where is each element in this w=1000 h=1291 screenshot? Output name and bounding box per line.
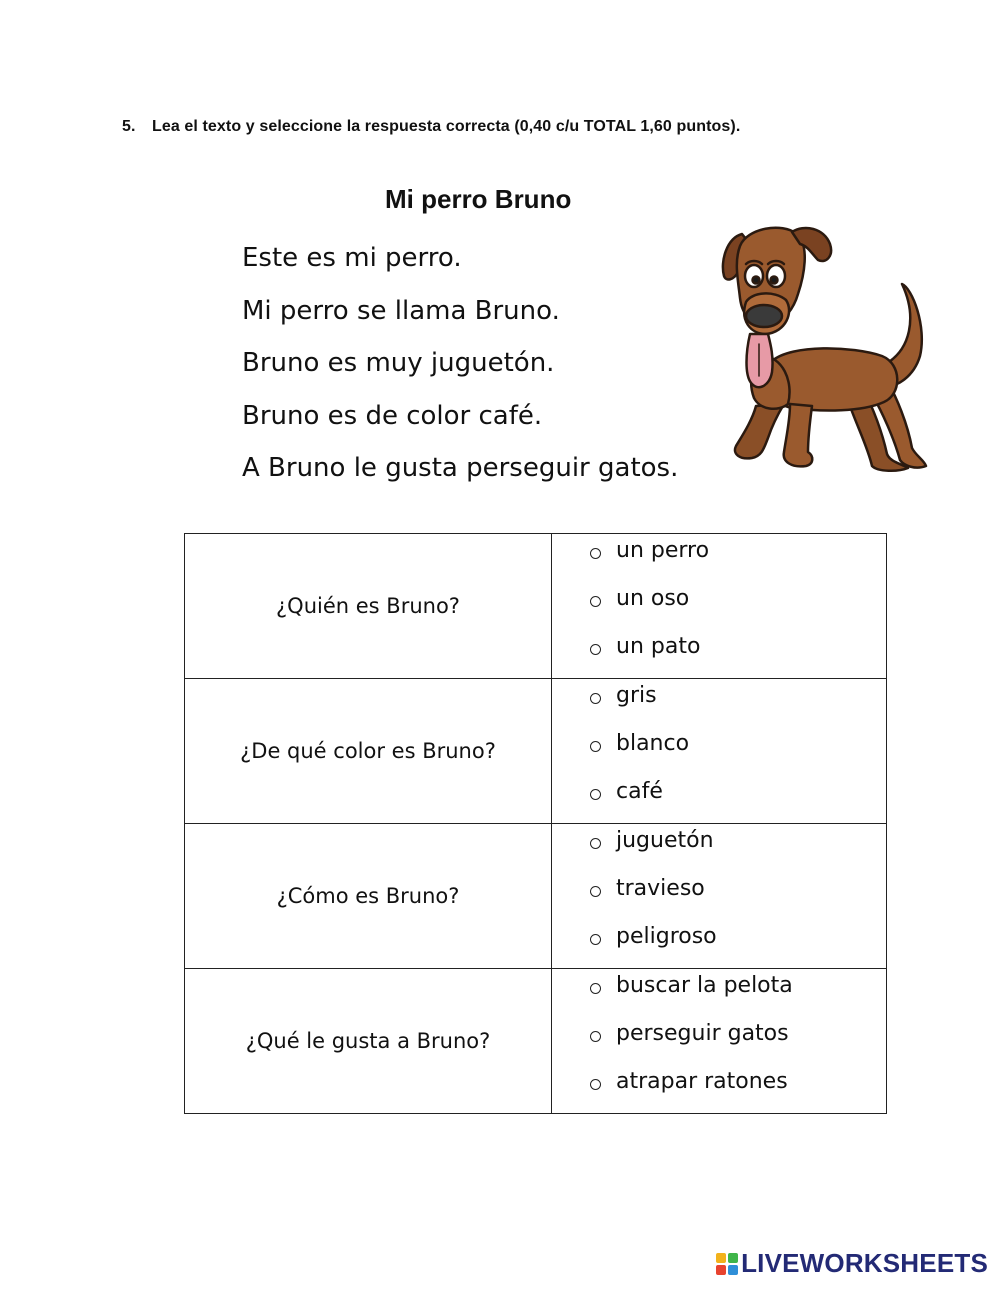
option-label: café xyxy=(616,779,663,804)
radio-circle-icon[interactable] xyxy=(590,693,601,704)
answer-option[interactable] xyxy=(590,1065,886,1113)
answer-option[interactable] xyxy=(590,775,886,823)
options-cell xyxy=(552,969,887,1114)
options-cell xyxy=(552,824,887,969)
radio-circle-icon[interactable] xyxy=(590,644,601,655)
option-label: atrapar ratones xyxy=(616,1069,788,1094)
logo-block xyxy=(728,1253,738,1263)
radio-circle-icon[interactable] xyxy=(590,789,601,800)
quiz-row xyxy=(185,534,887,679)
quiz-row xyxy=(185,824,887,969)
logo-text: LIVEWORKSHEETS xyxy=(741,1248,988,1278)
answer-option[interactable] xyxy=(590,1017,886,1065)
question-number: 5. xyxy=(122,118,136,135)
story-text xyxy=(242,236,678,499)
quiz-row xyxy=(185,969,887,1114)
logo-block xyxy=(716,1265,726,1275)
question-cell: ¿Qué le gusta a Bruno? xyxy=(185,969,552,1114)
answer-option[interactable] xyxy=(590,920,886,968)
answer-option[interactable] xyxy=(590,727,886,775)
radio-circle-icon[interactable] xyxy=(590,934,601,945)
option-label: un pato xyxy=(616,634,701,659)
radio-circle-icon[interactable] xyxy=(590,838,601,849)
radio-circle-icon[interactable] xyxy=(590,741,601,752)
question-cell: ¿Quién es Bruno? xyxy=(185,534,552,679)
answer-option[interactable] xyxy=(590,679,886,727)
radio-circle-icon[interactable] xyxy=(590,886,601,897)
story-line: Bruno es muy juguetón. xyxy=(242,348,555,378)
instruction-text: Lea el texto y seleccione la respuesta correcta (0,40 c/u TOTAL 1,60 puntos). xyxy=(152,118,741,135)
answer-option[interactable] xyxy=(590,824,886,872)
story-line: A Bruno le gusta perseguir gatos. xyxy=(242,453,679,483)
option-label: buscar la pelota xyxy=(616,973,793,998)
story-line: Mi perro se llama Bruno. xyxy=(242,295,560,326)
answer-option[interactable] xyxy=(590,872,886,920)
options-cell xyxy=(552,679,887,824)
quiz-table xyxy=(184,533,887,1114)
cartoon-dog-icon xyxy=(712,216,934,480)
radio-circle-icon[interactable] xyxy=(590,1079,601,1090)
logo-block xyxy=(728,1265,738,1275)
story-line: Bruno es de color café. xyxy=(242,400,543,431)
option-label: blanco xyxy=(616,731,690,756)
answer-option[interactable] xyxy=(590,582,886,630)
instruction xyxy=(122,118,740,136)
answer-option[interactable] xyxy=(590,969,886,1017)
radio-circle-icon[interactable] xyxy=(590,983,601,994)
story-line: Este es mi perro. xyxy=(242,243,462,273)
option-label: un perro xyxy=(616,538,710,563)
option-label: travieso xyxy=(616,876,705,901)
logo-block xyxy=(716,1253,726,1263)
option-label: un oso xyxy=(616,586,690,611)
answer-option[interactable] xyxy=(590,630,886,678)
liveworksheets-logo xyxy=(716,1248,988,1279)
radio-circle-icon[interactable] xyxy=(590,1031,601,1042)
logo-blocks-icon xyxy=(716,1253,738,1275)
story-title: Mi perro Bruno xyxy=(385,184,572,214)
option-label: gris xyxy=(616,683,657,708)
quiz-row xyxy=(185,679,887,824)
options-cell xyxy=(552,534,887,679)
option-label: peligroso xyxy=(616,924,717,949)
answer-option[interactable] xyxy=(590,534,886,582)
question-cell: ¿Cómo es Bruno? xyxy=(185,824,552,969)
question-cell: ¿De qué color es Bruno? xyxy=(185,679,552,824)
radio-circle-icon[interactable] xyxy=(590,548,601,559)
radio-circle-icon[interactable] xyxy=(590,596,601,607)
option-label: perseguir gatos xyxy=(616,1021,789,1046)
option-label: juguetón xyxy=(616,828,714,853)
